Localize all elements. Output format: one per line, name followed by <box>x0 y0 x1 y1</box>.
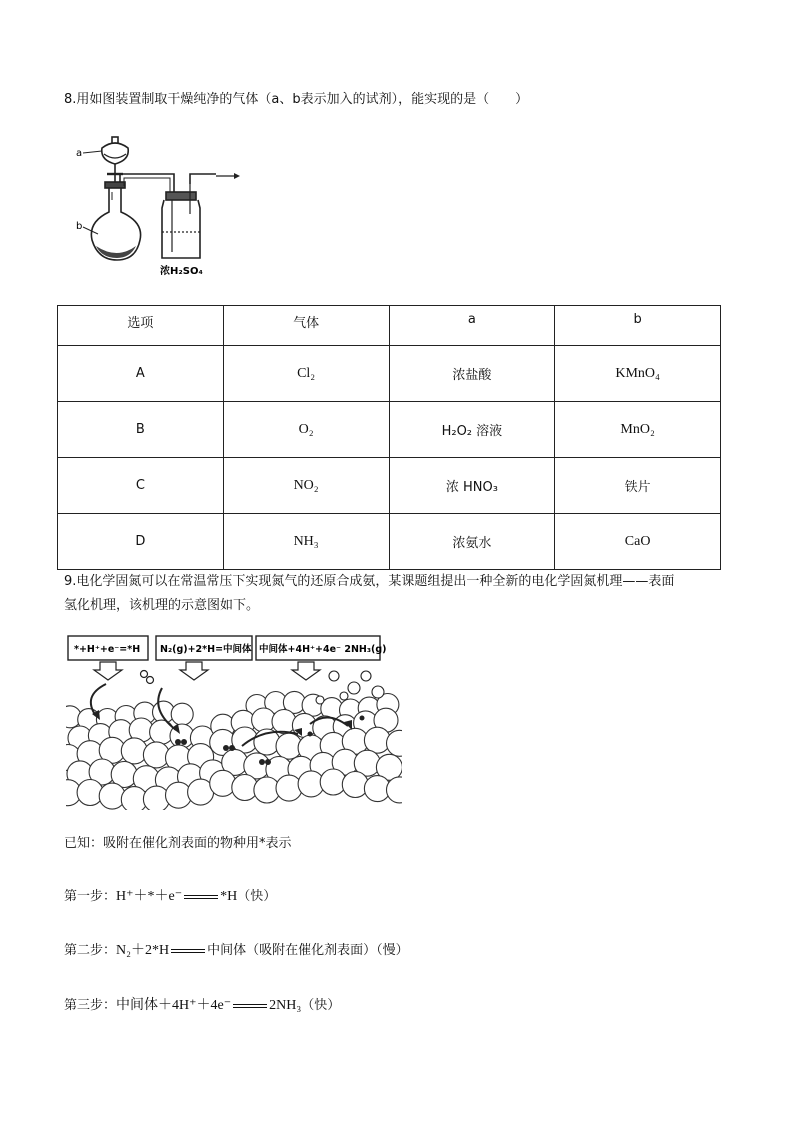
cell-a: 浓氨水 <box>389 514 555 570</box>
header-a: a <box>389 306 555 346</box>
mechanism-box-2-text: N₂(g)+2*H=中间体 <box>160 644 252 655</box>
mechanism-box-3-text: 中间体+4H⁺+4e⁻ 2NH₃(g) <box>259 644 387 655</box>
cell-gas: NO₂ <box>223 458 389 514</box>
step-3-note: （快） <box>301 998 341 1013</box>
table-row <box>58 402 721 458</box>
step-2-note: （吸附在催化剂表面）（慢） <box>246 943 409 958</box>
q8-options-table <box>57 305 721 570</box>
catalyst-atom <box>272 710 296 734</box>
outlet-arrow-icon <box>216 173 240 179</box>
catalyst-atom <box>171 703 193 725</box>
cell-option: B <box>58 402 224 458</box>
catalyst-atom <box>121 738 147 764</box>
cell-b: 铁片 <box>555 458 721 514</box>
label-a-pointer <box>83 151 102 153</box>
label-a: a <box>76 148 83 159</box>
step-3 <box>64 996 340 1016</box>
down-arrow-icon <box>94 662 320 680</box>
q8-stem: 8.用如图装置制取干燥纯净的气体（a、b表示加入的试剂），能实现的是（ ） <box>64 92 529 107</box>
step-1 <box>64 887 276 907</box>
mechanism-box-1-text: *+H⁺+e⁻=*H <box>74 644 141 655</box>
cell-b: KMnO₄ <box>555 346 721 402</box>
equals-sign-icon <box>184 894 218 900</box>
header-gas: 气体 <box>223 306 389 346</box>
label-b-pointer <box>83 227 98 234</box>
step-1-note: （快） <box>237 889 277 904</box>
catalyst-atom <box>210 770 236 796</box>
q9-stem-line1: 9.电化学固氮可以在常温常压下实现氮气的还原合成氨，某课题组提出一种全新的电化学固氮机理——表面 <box>64 574 675 589</box>
cell-gas: Cl₂ <box>223 346 389 402</box>
step-3-rhs: 2NH₃ <box>269 998 302 1013</box>
step-2 <box>64 941 409 961</box>
table-row <box>58 458 721 514</box>
cell-b: MnO₂ <box>555 402 721 458</box>
cell-a: 浓 HNO₃ <box>389 458 555 514</box>
equals-sign-icon <box>171 948 205 954</box>
catalyst-surface <box>66 691 402 810</box>
step-2-label: 第二步： <box>64 943 117 958</box>
equals-sign-icon <box>233 1003 267 1009</box>
label-b: b <box>76 221 83 232</box>
n2-molecule-icon <box>141 671 154 684</box>
q9-stem-line2: 氢化机理，该机理的示意图如下。 <box>64 598 260 613</box>
cell-a: H₂O₂ 溶液 <box>389 402 555 458</box>
gas-generation-apparatus-figure <box>74 134 244 284</box>
step-1-rhs: *H <box>220 889 238 904</box>
step-1-label: 第一步： <box>64 889 117 904</box>
surface-hydrogenation-mechanism-figure <box>66 630 402 810</box>
bottle-label: 浓H₂SO₄ <box>160 266 203 277</box>
cell-option: D <box>58 514 224 570</box>
cell-gas: NH₃ <box>223 514 389 570</box>
step-2-rhs: 中间体 <box>207 943 247 958</box>
table-row <box>58 514 721 570</box>
cell-gas: O₂ <box>223 402 389 458</box>
round-bottom-flask <box>91 182 140 260</box>
step-3-label: 第三步： <box>64 998 117 1013</box>
step-3-lhs: 中间体＋4H⁺＋4e⁻ <box>116 998 232 1013</box>
cell-option: C <box>58 458 224 514</box>
cell-b: CaO <box>555 514 721 570</box>
table-header-row <box>58 306 721 346</box>
catalyst-atom <box>342 772 368 798</box>
cell-a: 浓盐酸 <box>389 346 555 402</box>
step-1-lhs: H⁺＋*＋e⁻ <box>116 889 183 904</box>
q9-known: 已知：吸附在催化剂表面的物种用*表示 <box>64 836 292 851</box>
catalyst-atom <box>276 775 302 801</box>
table-row <box>58 346 721 402</box>
header-b: b <box>555 306 721 346</box>
cell-option: A <box>58 346 224 402</box>
header-option: 选项 <box>58 306 224 346</box>
step-2-lhs: N₂＋2*H <box>116 943 170 958</box>
